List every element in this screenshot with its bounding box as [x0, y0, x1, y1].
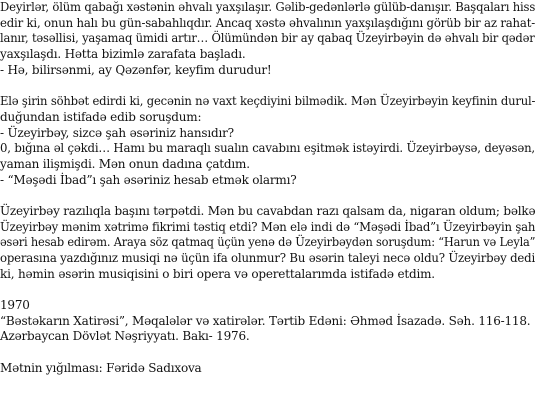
text-line: - Hə, bilirsənmi, ay Qəzənfər, keyfim durudur!: [0, 62, 272, 77]
source-citation: [0, 298, 537, 345]
text-line: operasına yazdığınız musiqi nə üçün ifa olunmur? Bu əsərin taleyi necə oldu? Üzeyirbəy dedi: [0, 251, 536, 265]
paragraph-2: [0, 94, 537, 188]
paragraph-gap: [0, 188, 537, 204]
footer-credit: [0, 361, 537, 377]
paragraph-gap: [0, 345, 537, 361]
text-line: 0, bığına əl çəkdi… Hamı bu maraqlı sualın cavabını eşitmək istəyirdi. Üzeyirbəysə, deyəsən,: [0, 141, 535, 156]
source-reference: “Bəstəkarın Xatirəsi”, Məqalələr və xatirələr. Tərtib Edəni: Əhməd İsazadə. Səh. 116-118.: [0, 313, 531, 328]
source-year: 1970: [0, 298, 30, 313]
text-line: - Üzeyirbəy, sizcə şah əsəriniz hansıdır?: [0, 125, 234, 140]
text-line: edir ki, onun halı bu gün-sabahlıqdır. Ancaq xəstə əhvalının yaxşılaşdığını görüb bir az rahat-: [0, 15, 535, 30]
text-line: - “Məşədi İbad”ı şah əsəriniz hesab etmək olarmı?: [0, 172, 297, 187]
text-line: Üzeyirbəy razılıqla başını tərpətdi. Mən bu cavabdan razı qalsam da, nigaran oldum; bəlkə: [0, 203, 536, 218]
text-line: duğundan istifadə edib soruşdum:: [0, 109, 202, 124]
paragraph-1: [0, 0, 537, 78]
text-line: Deyirlər, ölüm qabağı xəstənin əhvalı yaxşılaşır. Gəlib-gedənlərlə gülüb-danışır. Başqaları hiss: [0, 0, 536, 14]
paragraph-gap: [0, 78, 537, 94]
source-publisher: Azərbaycan Dövlət Nəşriyyatı. Bakı- 1976.: [0, 329, 250, 344]
text-line: yaxşılaşdı. Hətta bizimlə zarafata başladı.: [0, 47, 246, 62]
text-line: lanır, təsəllisi, yaşamaq ümidi artır… Ölümündən bir ay qabaq Üzeyirbəyin də əhvalı bir qədər: [0, 31, 535, 46]
text-line: yaman ilişmişdi. Mən onun dadına çatdım.: [0, 156, 250, 171]
paragraph-gap: [0, 282, 537, 298]
text-line: Üzeyirbəy mənim xətrimə fikrimi təstiq etdi? Mən elə indi də “Məşədi İbad”ı Üzeyirbəyin şah: [0, 219, 536, 234]
typist-credit: Mətnin yığılması: Fəridə Sadıxova: [0, 360, 202, 375]
text-line: əsəri hesab edirəm. Araya söz qatmaq üçün yenə də Üzeyirbəydən soruşdum: “Harun və Leyla”: [0, 235, 536, 250]
text-line: ki, həmin əsərin musiqisini o biri opera və operettalarımda istifadə etdim.: [0, 266, 435, 281]
text-line: Elə şirin söhbət edirdi ki, gecənin nə vaxt keçdiyini bilmədik. Mən Üzeyirbəyin keyfinin durul-: [0, 94, 536, 109]
paragraph-3: [0, 204, 537, 282]
